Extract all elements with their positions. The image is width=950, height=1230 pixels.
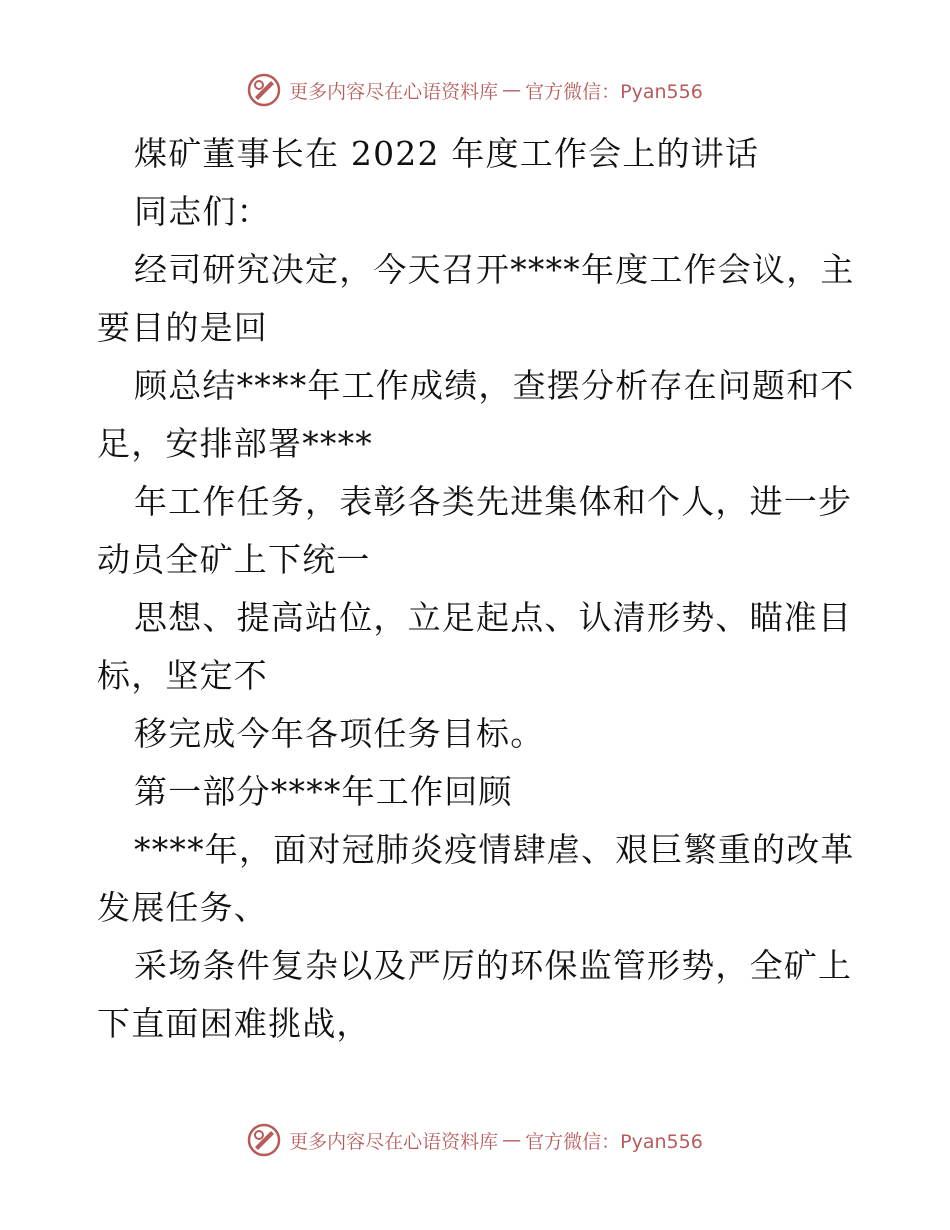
doc-line: 思想、提高站位，立足起点、认清形势、瞄准目: [134, 598, 853, 637]
doc-line: 动员全矿上下统一: [97, 540, 371, 579]
doc-line: 发展任务、: [97, 888, 268, 927]
banner-dash: —: [502, 79, 522, 101]
doc-line: 年工作任务，表彰各类先进集体和个人，进一步: [134, 482, 853, 521]
doc-line: 同志们：: [134, 192, 271, 231]
document-title: 煤矿董事长在 2022 年度工作会上的讲话: [134, 134, 760, 173]
doc-line: 标，坚定不: [97, 656, 268, 695]
doc-line: 足，安排部署****: [97, 424, 373, 463]
document-body: [97, 125, 867, 1053]
doc-line: 经司研究决定，今天召开****年度工作会议，主: [134, 250, 855, 289]
doc-line: ****年，面对冠肺炎疫情肆虐、艰巨繁重的改革: [134, 830, 855, 869]
banner-dash: —: [502, 1129, 522, 1151]
banner-promo-text: 更多内容尽在心语资料库: [289, 1130, 499, 1153]
footer-watermark-banner: [0, 1120, 950, 1160]
doc-line: 顾总结****年工作成绩，查摆分析存在问题和不: [134, 366, 855, 405]
header-watermark-banner: [0, 70, 950, 110]
section-heading: 第一部分****年工作回顾: [134, 772, 513, 811]
brand-logo-icon: [247, 73, 281, 107]
brand-logo-icon: [247, 1123, 281, 1157]
doc-line: 要目的是回: [97, 308, 268, 347]
doc-line: 移完成今年各项任务目标。: [134, 714, 545, 753]
banner-wechat-text: 官方微信：Pyan556: [525, 1130, 703, 1153]
doc-line: 下直面困难挑战，: [97, 1004, 371, 1043]
doc-line: 采场条件复杂以及严厉的环保监管形势，全矿上: [134, 946, 853, 985]
banner-promo-text: 更多内容尽在心语资料库: [289, 80, 499, 103]
banner-wechat-text: 官方微信：Pyan556: [525, 80, 703, 103]
